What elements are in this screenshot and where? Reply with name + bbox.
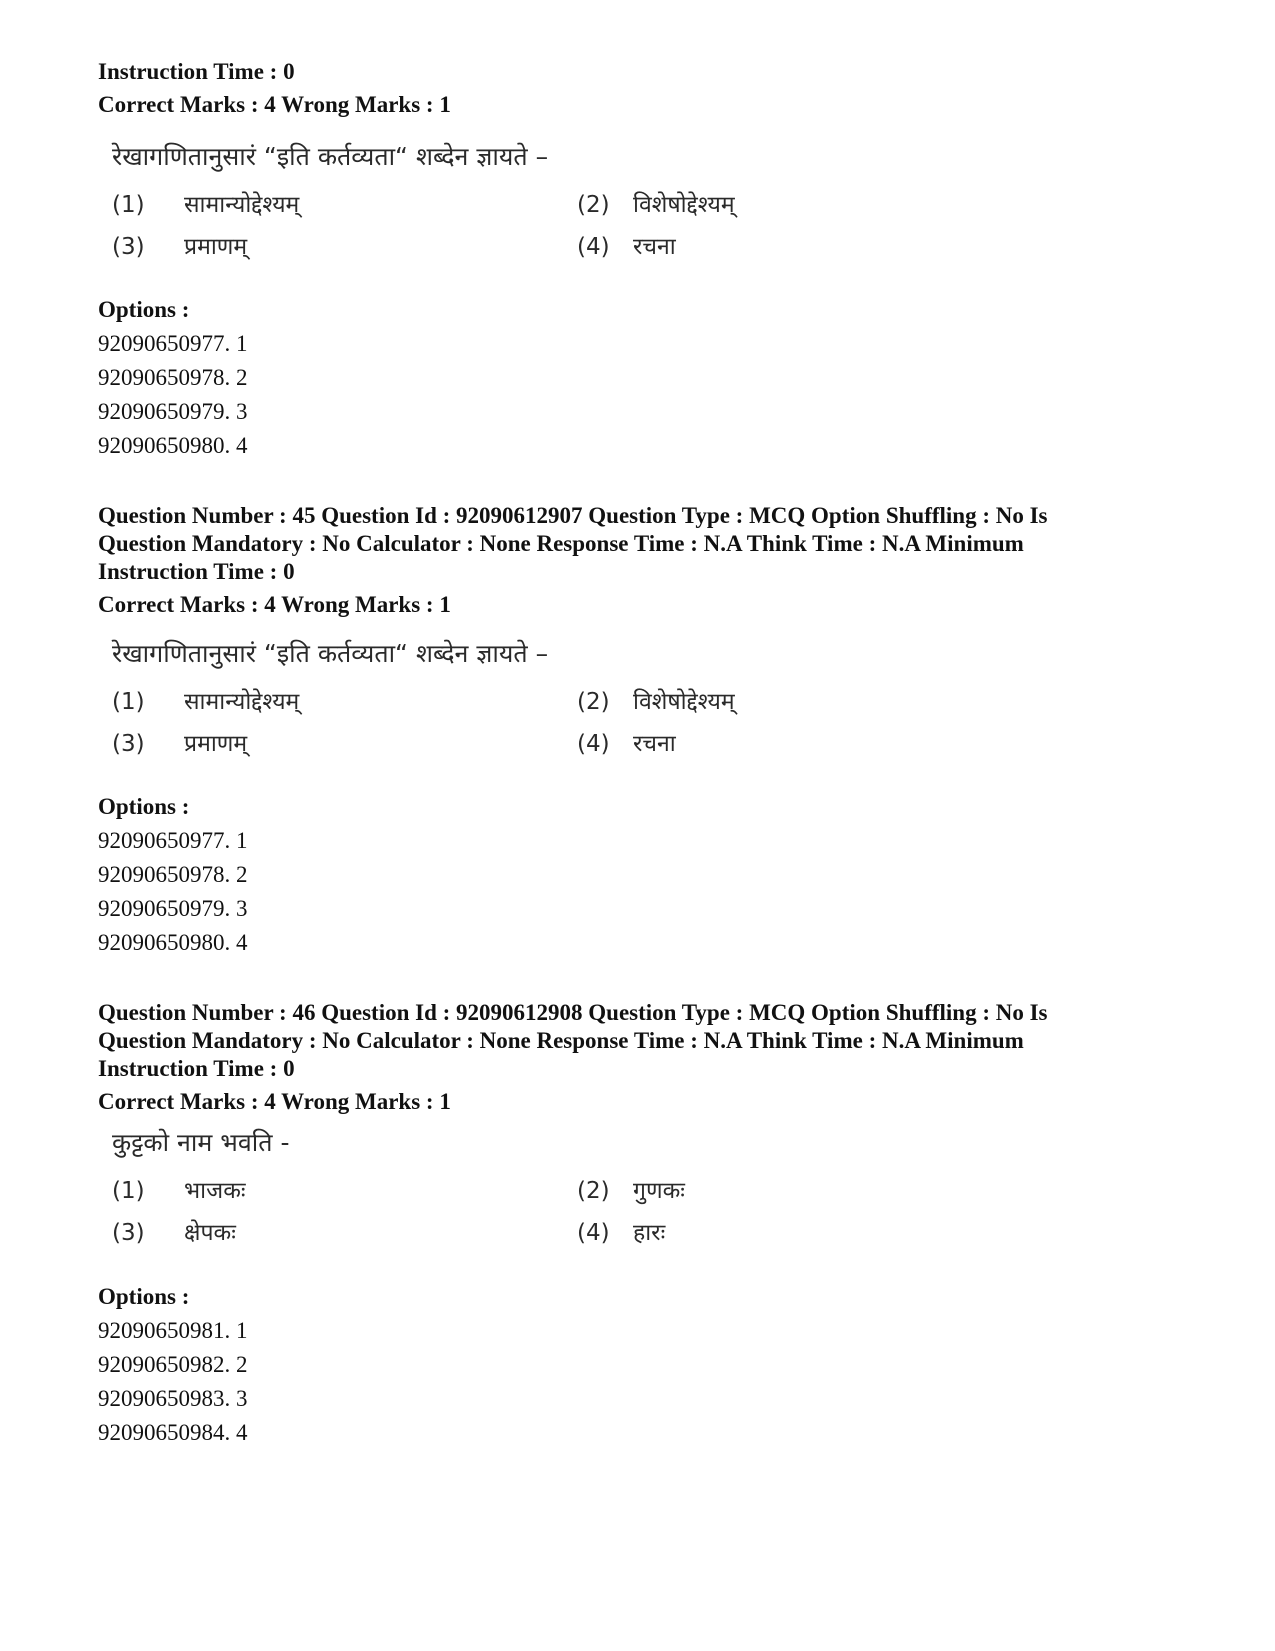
question-header-line-1: Question Number : 46 Question Id : 92090612908 Question Type : MCQ Option Shuffling : No Is: [98, 1000, 1048, 1025]
answer-choices: [112, 187, 812, 277]
choice-4: (4) हारः: [577, 1220, 666, 1246]
option-row: 92090650984. 4: [98, 1420, 248, 1445]
options-label: Options :: [98, 297, 190, 322]
option-row: 92090650980. 4: [98, 930, 248, 955]
choice-3: (3) प्रमाणम्: [112, 731, 248, 757]
options-label: Options :: [98, 1284, 190, 1309]
choice-1: (1) सामान्योद्देश्यम्: [112, 689, 300, 715]
marks-line: Correct Marks : 4 Wrong Marks : 1: [98, 1089, 451, 1114]
choice-1: (1) सामान्योद्देश्यम्: [112, 192, 300, 218]
marks-line: Correct Marks : 4 Wrong Marks : 1: [98, 92, 451, 117]
choice-3: (3) क्षेपकः: [112, 1220, 236, 1246]
q45-question-image: [112, 638, 812, 774]
option-row: 92090650983. 3: [98, 1386, 248, 1411]
question-text: कुट्टको नाम भवति -: [112, 1128, 290, 1157]
q46-options: [98, 1283, 248, 1450]
question-header-line-1: Question Number : 45 Question Id : 92090612907 Question Type : MCQ Option Shuffling : No Is: [98, 503, 1048, 528]
option-row: 92090650977. 1: [98, 828, 248, 853]
choice-2: (2) विशेषोद्देश्यम्: [577, 689, 735, 715]
marks-line: Correct Marks : 4 Wrong Marks : 1: [98, 592, 451, 617]
q45-meta: [98, 502, 1048, 619]
choice-2: (2) गुणकः: [577, 1178, 685, 1204]
choice-4: (4) रचना: [577, 731, 676, 757]
option-row: 92090650979. 3: [98, 896, 248, 921]
question-header-line-3: Instruction Time : 0: [98, 559, 295, 584]
question-header-line-3: Instruction Time : 0: [98, 1056, 295, 1081]
choice-1: (1) भाजकः: [112, 1178, 246, 1204]
answer-choices: [112, 1173, 812, 1263]
option-row: 92090650978. 2: [98, 365, 248, 390]
instruction-time: Instruction Time : 0: [98, 59, 295, 84]
choice-2: (2) विशेषोद्देश्यम्: [577, 192, 735, 218]
question-text: रेखागणितानुसारं “इति कर्तव्यता“ शब्देन ज्ञायते –: [112, 142, 549, 171]
question-header-line-2: Question Mandatory : No Calculator : None Response Time : N.A Think Time : N.A Minimum: [98, 1028, 1024, 1053]
choice-3: (3) प्रमाणम्: [112, 234, 248, 260]
question-header-line-2: Question Mandatory : No Calculator : None Response Time : N.A Think Time : N.A Minimum: [98, 531, 1024, 556]
answer-choices: [112, 684, 812, 774]
q46-question-image: [112, 1127, 812, 1263]
options-label: Options :: [98, 794, 190, 819]
option-row: 92090650977. 1: [98, 331, 248, 356]
q44-question-image: [112, 141, 812, 277]
option-row: 92090650979. 3: [98, 399, 248, 424]
q44-meta: [98, 58, 451, 119]
q46-meta: [98, 999, 1048, 1116]
question-text: रेखागणितानुसारं “इति कर्तव्यता“ शब्देन ज्ञायते –: [112, 639, 549, 668]
q44-options: [98, 296, 248, 463]
option-row: 92090650980. 4: [98, 433, 248, 458]
option-row: 92090650982. 2: [98, 1352, 248, 1377]
q45-options: [98, 793, 248, 960]
choice-4: (4) रचना: [577, 234, 676, 260]
option-row: 92090650978. 2: [98, 862, 248, 887]
option-row: 92090650981. 1: [98, 1318, 248, 1343]
